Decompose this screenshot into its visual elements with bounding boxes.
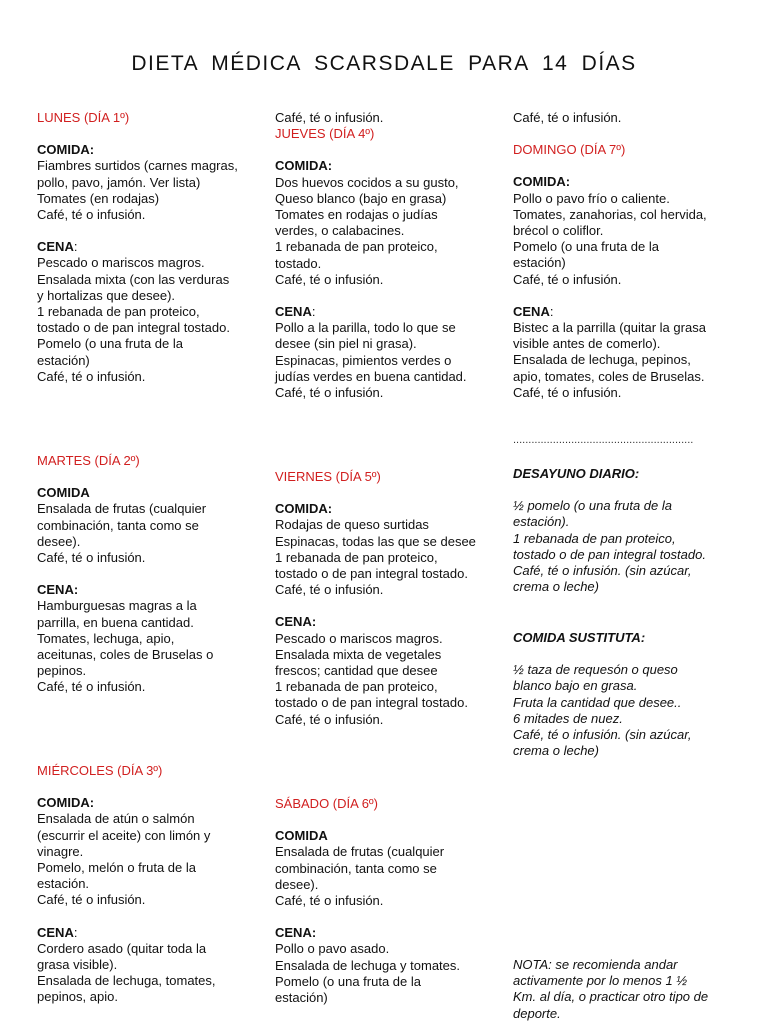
comida-label: COMIDA: [275,158,333,174]
meal-line: Espinacas, todas las que se desee [275,533,476,549]
cena-label: CENA [275,304,312,320]
day-heading-sabado: SÁBADO (DÍA 6º) [275,796,378,811]
column-2 [275,110,505,401]
meal-line: Fiambres surtidos (carnes magras, [37,158,238,174]
meal-line: desee). [275,876,319,892]
meal-line: Dos huevos cocidos a su gusto, [275,174,459,190]
meal-line: pepinos, apio. [37,989,118,1005]
nota-line: Km. al día, o practicar otro tipo de [513,989,709,1005]
desayuno-heading: DESAYUNO DIARIO: [513,466,640,481]
meal-line: frescos; cantidad que desee [275,663,438,679]
meal-line: Espinacas, pimientos verdes o [275,352,452,368]
day-heading-viernes: VIERNES (DÍA 5º) [275,469,381,484]
meal-line: Ensalada mixta de vegetales [275,646,442,662]
meal-line: estación) [275,990,328,1006]
comida-label: COMIDA: [37,142,95,158]
meal-line: 1 rebanada de pan proteico, [275,679,438,695]
cena-label-row [513,304,753,320]
day-heading-domingo: DOMINGO (DÍA 7º) [513,142,626,158]
column-1 [37,110,267,385]
nota-line: deporte. [513,1005,561,1021]
meal-line: Café, té o infusión. [37,207,146,223]
day-heading-martes: MARTES (DÍA 2º) [37,453,140,468]
cena-colon: : [311,304,316,320]
meal-line: Queso blanco (bajo en grasa) [275,190,447,206]
meal-line: Ensalada de frutas (cualquier [275,844,445,860]
cena-colon: : [73,924,78,940]
nota-block [513,957,758,1022]
cena-label: CENA: [275,614,317,630]
column-3 [513,110,753,401]
comida-label: COMIDA [275,828,328,844]
desayuno-line: estación). [513,514,570,530]
cena-label-row [37,239,267,255]
meal-line: estación) [513,255,566,271]
meal-line: estación. [37,876,90,892]
sustituta-line: blanco bajo en grasa. [513,678,638,694]
meal-line: Pollo o pavo frío o caliente. [513,190,670,206]
sustituta-line: 6 mitades de nuez. [513,710,623,726]
meal-line: Café, té o infusión. [37,550,146,566]
sustituta-line: Fruta la cantidad que desee.. [513,694,682,710]
meal-line: Tomates en rodajas o judías [275,207,438,223]
comida-label: COMIDA: [37,795,95,811]
meal-line: brécol o coliflor. [513,223,604,239]
meal-line: 1 rebanada de pan proteico, [275,549,438,565]
meal-line: Cordero asado (quitar toda la [37,940,207,956]
meal-line: 1 rebanada de pan proteico, [275,239,438,255]
cena-colon: : [73,239,78,255]
sustituta-line: ½ taza de requesón o queso [513,662,678,678]
meal-line: Café, té o infusión. [37,892,146,908]
meal-line: (escurrir el aceite) con limón y [37,827,211,843]
meal-line: Tomates, zanahorias, col hervida, [513,206,707,222]
meal-line: grasa visible). [37,957,118,973]
meal-line: verdes, o calabacines. [275,223,405,239]
page-title: DIETA MÉDICA SCARSDALE PARA 14 DÍAS [131,52,637,75]
meal-line: Café, té o infusión. [275,711,384,727]
meal-line: Pollo o pavo asado. [275,941,390,957]
meal-line: tostado o de pan integral tostado. [275,695,468,711]
desayuno-line: tostado o de pan integral tostado. [513,546,706,562]
meal-line: Hamburguesas magras a la [37,598,197,614]
meal-line: Pomelo (o una fruta de la [513,239,659,255]
meal-line: desee). [37,533,81,549]
comida-label: COMIDA [37,485,90,501]
meal-line: combinación, tanta como se [275,860,437,876]
meal-line: Tomates, lechuga, apio, [37,630,175,646]
meal-line: tostado. [275,255,322,271]
meal-line: Café, té o infusión. [37,368,146,384]
meal-line: Café, té o infusión. [275,893,384,909]
desayuno-line: ½ pomelo (o una fruta de la [513,498,672,514]
cena-label: CENA [513,303,550,319]
cena-label: CENA [37,924,74,940]
comida-label: COMIDA: [275,501,333,517]
meal-line: Pomelo (o una fruta de la [275,973,421,989]
meal-line: tostado o de pan integral tostado. [275,566,468,582]
meal-line: Café, té o infusión. [37,679,146,695]
meal-line: Ensalada de frutas (cualquier [37,501,207,517]
meal-line: combinación, tanta como se [37,517,199,533]
meal-line: y hortalizas que desee). [37,287,176,303]
cena-label: CENA: [275,925,317,941]
meal-line: Ensalada de atún o salmón [37,811,195,827]
cena-label: CENA: [37,582,79,598]
cena-colon: : [549,303,554,319]
sustituta-heading: COMIDA SUSTITUTA: [513,630,646,645]
column-3-desayuno [513,466,753,595]
sustituta-line: crema o leche) [513,743,599,759]
day-heading-miercoles: MIÉRCOLES (DÍA 3º) [37,763,163,778]
meal-line: Café, té o infusión. [275,582,384,598]
meal-line: judías verdes en buena cantidad. [275,368,467,384]
meal-line: vinagre. [37,843,84,859]
nota-line: activamente por lo menos 1 ½ [513,973,688,989]
meal-line: Ensalada de lechuga, tomates, [37,973,216,989]
meal-line: aceitunas, coles de Bruselas o [37,647,214,663]
meal-line: Café, té o infusión. [275,385,384,401]
meal-line: Café, té o infusión. [513,110,622,125]
meal-line: Café, té o infusión. [275,271,384,287]
desayuno-line: Café, té o infusión. (sin azúcar, [513,563,692,579]
meal-line: Café, té o infusión. [275,110,384,125]
meal-line: tostado o de pan integral tostado. [37,320,230,336]
column-2-sabado [275,796,505,1006]
sustituta-line: Café, té o infusión. (sin azúcar, [513,727,692,743]
meal-line: Pollo a la parilla, todo lo que se [275,320,456,336]
cena-label-row [37,925,267,941]
desayuno-line: 1 rebanada de pan proteico, [513,530,676,546]
meal-line: pollo, pavo, jamón. Ver lista) [37,174,201,190]
cena-label-row [275,304,505,320]
day-heading-lunes: LUNES (DÍA 1º) [37,110,130,125]
meal-line: Ensalada de lechuga, pepinos, [513,352,691,368]
meal-line: Rodajas de queso surtidas [275,517,429,533]
column-1-martes [37,453,267,696]
column-1-miercoles [37,763,267,1006]
meal-line: Ensalada mixta (con las verduras [37,271,230,287]
meal-line: visible antes de comerlo). [513,336,661,352]
meal-line: estación) [37,352,90,368]
dotted-separator: ........................................................... [513,434,694,446]
meal-line: 1 rebanada de pan proteico, [37,304,200,320]
meal-line: Ensalada de lechuga y tomates. [275,957,461,973]
meal-line: Tomates (en rodajas) [37,190,160,206]
desayuno-line: crema o leche) [513,579,599,595]
cena-label: CENA [37,239,74,255]
column-3-sustituta [513,630,753,759]
meal-line: parrilla, en buena cantidad. [37,614,194,630]
comida-label: COMIDA: [513,174,571,190]
meal-line: Bistec a la parrilla (quitar la grasa [513,320,706,336]
meal-line: Pescado o mariscos magros. [37,255,205,271]
meal-line: Pomelo (o una fruta de la [37,336,183,352]
column-2-viernes [275,469,505,728]
meal-line: apio, tomates, coles de Bruselas. [513,368,705,384]
nota-line: NOTA: se recomienda andar [513,957,678,972]
meal-line: desee (sin piel ni grasa). [275,336,417,352]
meal-line: Pescado o mariscos magros. [275,630,443,646]
meal-line: pepinos. [37,663,87,679]
meal-line: Pomelo, melón o fruta de la [37,860,196,876]
meal-line: Café, té o infusión. [513,271,622,287]
day-heading-jueves: JUEVES (DÍA 4º) [275,126,375,142]
meal-line: Café, té o infusión. [513,384,622,400]
